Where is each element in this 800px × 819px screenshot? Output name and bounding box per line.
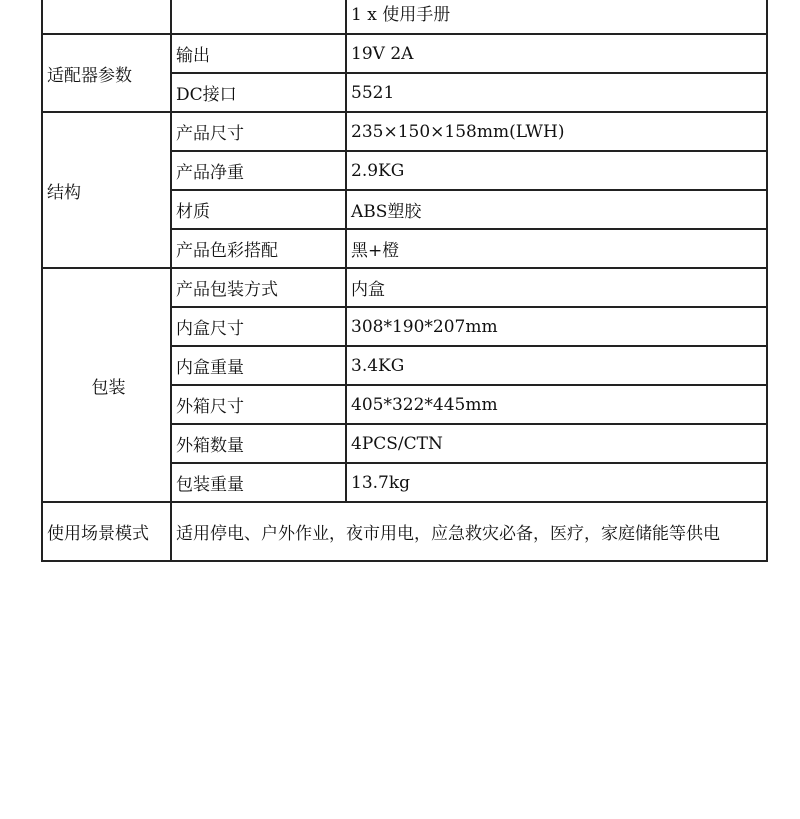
label-cell: 内盒尺寸 — [171, 307, 346, 346]
value-cell: 405*322*445mm — [346, 385, 767, 424]
value-cell: 19V 2A — [346, 34, 767, 73]
value-cell: 内盒 — [346, 268, 767, 307]
usage-value-cell: 适用停电、户外作业，夜市用电，应急救灾必备，医疗，家庭储能等供电 — [171, 502, 767, 561]
table-row — [42, 34, 767, 73]
label-cell: 产品色彩搭配 — [171, 229, 346, 268]
label-cell: 产品尺寸 — [171, 112, 346, 151]
table-row — [42, 112, 767, 151]
value-cell: 308*190*207mm — [346, 307, 767, 346]
label-cell: DC接口 — [171, 73, 346, 112]
label-cell: 输出 — [171, 34, 346, 73]
label-cell: 包装重量 — [171, 463, 346, 502]
value-cell: 黑+橙 — [346, 229, 767, 268]
table-row — [42, 268, 767, 307]
value-cell: 2.9KG — [346, 151, 767, 190]
category-cell: 使用场景模式 — [42, 502, 171, 561]
table-row-partial — [42, 0, 767, 34]
label-cell: 产品净重 — [171, 151, 346, 190]
value-cell: 3.4KG — [346, 346, 767, 385]
label-cell: 内盒重量 — [171, 346, 346, 385]
category-cell-empty — [42, 0, 171, 34]
category-cell: 结构 — [42, 112, 171, 268]
label-cell: 产品包装方式 — [171, 268, 346, 307]
label-cell-partial — [171, 0, 346, 34]
value-cell: 4PCS/CTN — [346, 424, 767, 463]
table-row-usage — [42, 502, 767, 561]
value-cell: ABS塑胶 — [346, 190, 767, 229]
value-cell: 235×150×158mm(LWH) — [346, 112, 767, 151]
label-cell: 外箱数量 — [171, 424, 346, 463]
category-cell: 适配器参数 — [42, 34, 171, 112]
category-cell: 包装 — [42, 268, 171, 502]
value-cell: 1 x 使用手册 — [346, 0, 767, 34]
label-cell: 材质 — [171, 190, 346, 229]
value-cell: 5521 — [346, 73, 767, 112]
label-cell: 外箱尺寸 — [171, 385, 346, 424]
spec-table — [41, 0, 768, 562]
value-cell: 13.7kg — [346, 463, 767, 502]
